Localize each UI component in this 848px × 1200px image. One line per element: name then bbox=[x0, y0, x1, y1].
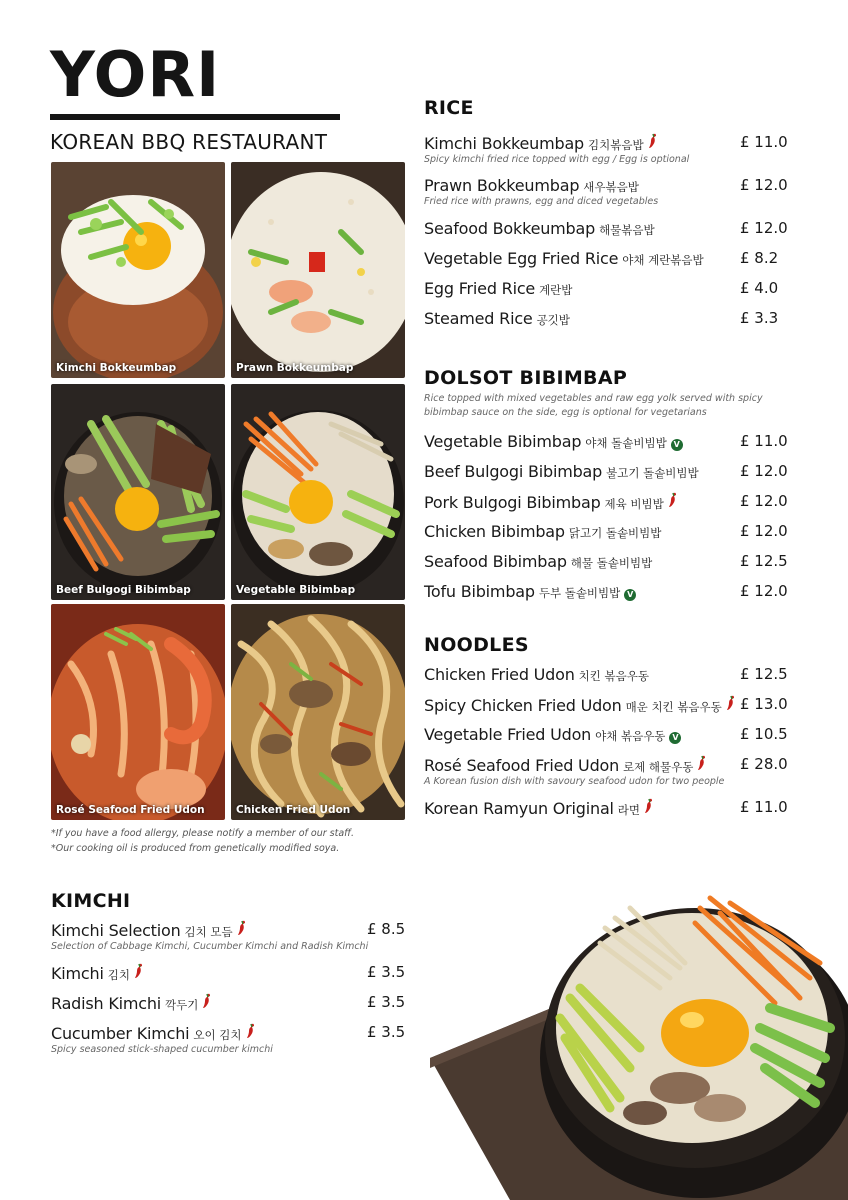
menu-item-korean-name: 공깃밥 bbox=[536, 313, 570, 327]
menu-item-price: £ 13.0 bbox=[740, 695, 788, 713]
menu-item-korean-name: 김치 모듬 bbox=[184, 925, 233, 939]
rose-seafood-fried-udon-image bbox=[51, 604, 225, 820]
menu-item-line bbox=[51, 920, 421, 940]
section-title: DOLSOT BIBIMBAP bbox=[424, 367, 628, 389]
menu-item-korean-name: 매운 치킨 볶음우동 bbox=[625, 700, 722, 714]
bibimbap-bowl-image bbox=[430, 868, 848, 1200]
menu-item-korean-name: 김치 bbox=[107, 968, 130, 982]
photo-caption: Prawn Bokkeumbap bbox=[236, 362, 354, 374]
menu-item-description: Selection of Cabbage Kimchi, Cucumber Kimchi and Radish Kimchi bbox=[51, 941, 369, 952]
menu-item bbox=[424, 755, 794, 787]
menu-item bbox=[424, 582, 794, 601]
restaurant-name: YORI bbox=[50, 38, 221, 111]
title-underline bbox=[50, 114, 340, 120]
menu-item-description: Spicy seasoned stick-shaped cucumber kimchi bbox=[51, 1044, 273, 1055]
menu-item-name: Pork Bulgogi Bibimbap bbox=[424, 493, 601, 512]
soya-note: *Our cooking oil is produced from genetically modified soya. bbox=[51, 843, 340, 854]
chili-pepper-icon bbox=[668, 492, 677, 508]
menu-item-price: £ 10.5 bbox=[740, 725, 788, 743]
menu-item-description: A Korean fusion dish with savoury seafood udon for two people bbox=[424, 776, 725, 787]
menu-item-price: £ 12.0 bbox=[740, 462, 788, 480]
menu-item bbox=[51, 993, 421, 1013]
rice-section bbox=[424, 97, 794, 328]
dolsot-bibimbap-section bbox=[424, 367, 794, 601]
menu-item-price: £ 3.5 bbox=[367, 1023, 406, 1041]
menu-item-line bbox=[424, 219, 794, 238]
menu-item-name: Tofu Bibimbap bbox=[424, 582, 535, 601]
menu-item-korean-name: 두부 돌솥비빔밥 bbox=[538, 586, 621, 600]
menu-item-line bbox=[51, 993, 421, 1013]
menu-item-line bbox=[424, 309, 794, 328]
chili-pepper-icon bbox=[644, 798, 653, 814]
chili-pepper-icon bbox=[648, 133, 657, 149]
menu-item-name: Vegetable Bibimbap bbox=[424, 432, 582, 451]
menu-item-name: Kimchi bbox=[51, 964, 104, 983]
menu-item bbox=[424, 492, 794, 512]
menu-item-korean-name: 치킨 볶음우동 bbox=[578, 669, 649, 683]
menu-item-price: £ 3.5 bbox=[367, 993, 406, 1011]
menu-item-korean-name: 해물볶음밥 bbox=[599, 223, 655, 237]
menu-item-line bbox=[424, 725, 794, 744]
photo-caption: Rosé Seafood Fried Udon bbox=[56, 804, 205, 816]
vegetable-bibimbap-image bbox=[231, 384, 405, 600]
menu-item bbox=[424, 522, 794, 541]
photo-rose-seafood-fried-udon bbox=[51, 604, 225, 820]
bibimbap-bowl-photo bbox=[430, 868, 848, 1200]
brand-header bbox=[50, 40, 340, 154]
menu-item-korean-name: 계란밥 bbox=[539, 283, 573, 297]
photo-kimchi-bokkeumbap bbox=[51, 162, 225, 378]
menu-item-korean-name: 새우볶음밥 bbox=[583, 180, 639, 194]
photo-beef-bulgogi-bibimbap bbox=[51, 384, 225, 600]
chili-pepper-icon bbox=[237, 920, 246, 936]
menu-item-description: Fried rice with prawns, egg and diced vegetables bbox=[424, 196, 659, 207]
photo-caption: Beef Bulgogi Bibimbap bbox=[56, 584, 191, 596]
menu-item bbox=[424, 309, 794, 328]
menu-item-line bbox=[424, 249, 794, 268]
menu-item-korean-name: 해물 돌솥비빔밥 bbox=[570, 556, 653, 570]
section-description: Rice topped with mixed vegetables and raw egg yolk served with spicy bibimbap sauce on the side, egg is optional for vegetarians bbox=[424, 393, 763, 418]
menu-item bbox=[424, 219, 794, 238]
photo-caption: Kimchi Bokkeumbap bbox=[56, 362, 177, 374]
menu-item bbox=[424, 249, 794, 268]
menu-item-name: Prawn Bokkeumbap bbox=[424, 176, 580, 195]
menu-item-line bbox=[424, 133, 794, 153]
chili-pepper-icon bbox=[134, 963, 143, 979]
kimchi-section bbox=[51, 890, 411, 1055]
menu-item-name: Cucumber Kimchi bbox=[51, 1024, 190, 1043]
menu-item-line bbox=[424, 582, 794, 601]
menu-item-line bbox=[424, 798, 794, 818]
menu-item-line bbox=[424, 432, 794, 451]
menu-item-price: £ 12.0 bbox=[740, 582, 788, 600]
menu-item bbox=[51, 963, 421, 983]
menu-item-line bbox=[424, 522, 794, 541]
section-title: NOODLES bbox=[424, 634, 529, 656]
menu-item-korean-name: 야채 계란볶음밥 bbox=[622, 253, 704, 267]
menu-item-korean-name: 깍두기 bbox=[165, 998, 199, 1012]
menu-item-line bbox=[424, 552, 794, 571]
menu-item-price: £ 12.0 bbox=[740, 176, 788, 194]
menu-item-price: £ 8.2 bbox=[740, 249, 779, 267]
vegetarian-v-icon: V bbox=[671, 439, 683, 451]
menu-item-name: Korean Ramyun Original bbox=[424, 799, 614, 818]
chili-pepper-icon bbox=[726, 695, 735, 711]
photo-vegetable-bibimbap bbox=[231, 384, 405, 600]
menu-item-price: £ 12.0 bbox=[740, 219, 788, 237]
menu-item-korean-name: 야채 볶음우동 bbox=[595, 729, 666, 743]
menu-item bbox=[424, 552, 794, 571]
photo-caption: Chicken Fried Udon bbox=[236, 804, 351, 816]
menu-item-line bbox=[424, 462, 794, 481]
menu-item bbox=[424, 462, 794, 481]
menu-item-name: Vegetable Fried Udon bbox=[424, 725, 592, 744]
menu-item-price: £ 8.5 bbox=[367, 920, 406, 938]
beef-bulgogi-bibimbap-image bbox=[51, 384, 225, 600]
menu-item bbox=[424, 665, 794, 684]
chili-pepper-icon bbox=[202, 993, 211, 1009]
menu-item bbox=[424, 725, 794, 744]
menu-item-line bbox=[424, 492, 794, 512]
menu-item-name: Seafood Bokkeumbap bbox=[424, 219, 596, 238]
menu-item-line bbox=[424, 176, 794, 195]
menu-item-name: Vegetable Egg Fried Rice bbox=[424, 249, 619, 268]
menu-item-name: Radish Kimchi bbox=[51, 994, 162, 1013]
menu-item bbox=[424, 432, 794, 451]
menu-item-price: £ 12.0 bbox=[740, 492, 788, 510]
menu-item-price: £ 12.5 bbox=[740, 552, 788, 570]
photo-chicken-fried-udon bbox=[231, 604, 405, 820]
menu-item-name: Beef Bulgogi Bibimbap bbox=[424, 462, 603, 481]
allergy-note: *If you have a food allergy, please notify a member of our staff. bbox=[51, 828, 355, 839]
kimchi-bokkeumbap-image bbox=[51, 162, 225, 378]
menu-item-line bbox=[51, 1023, 421, 1043]
menu-item-line bbox=[51, 963, 421, 983]
menu-item-price: £ 3.3 bbox=[740, 309, 779, 327]
menu-item-price: £ 3.5 bbox=[367, 963, 406, 981]
menu-item-price: £ 11.0 bbox=[740, 798, 788, 816]
allergy-notes bbox=[51, 826, 354, 856]
chili-pepper-icon bbox=[246, 1023, 255, 1039]
menu-item-name: Steamed Rice bbox=[424, 309, 533, 328]
menu-item bbox=[424, 798, 794, 818]
menu-item bbox=[424, 279, 794, 298]
menu-item bbox=[51, 920, 421, 952]
menu-item-name: Spicy Chicken Fried Udon bbox=[424, 696, 622, 715]
menu-item-price: £ 11.0 bbox=[740, 432, 788, 450]
menu-item-line bbox=[424, 279, 794, 298]
menu-item-name: Kimchi Bokkeumbap bbox=[424, 134, 585, 153]
menu-item-korean-name: 야채 돌솥비빔밥 bbox=[585, 436, 667, 450]
section-title: KIMCHI bbox=[51, 890, 131, 912]
menu-item-korean-name: 불고기 돌솥비빔밥 bbox=[606, 466, 699, 480]
restaurant-subtitle: KOREAN BBQ RESTAURANT bbox=[50, 130, 328, 154]
prawn-bokkeumbap-image bbox=[231, 162, 405, 378]
photo-caption: Vegetable Bibimbap bbox=[236, 584, 356, 596]
menu-item-price: £ 11.0 bbox=[740, 133, 788, 151]
menu-item bbox=[424, 176, 794, 207]
menu-item-korean-name: 제육 비빔밥 bbox=[604, 497, 664, 511]
menu-item-name: Seafood Bibimbap bbox=[424, 552, 567, 571]
menu-item-korean-name: 로제 해물우동 bbox=[623, 760, 694, 774]
menu-item-name: Kimchi Selection bbox=[51, 921, 181, 940]
menu-item-name: Egg Fried Rice bbox=[424, 279, 536, 298]
menu-item-korean-name: 닭고기 돌솥비빔밥 bbox=[568, 526, 662, 540]
menu-item-price: £ 12.0 bbox=[740, 522, 788, 540]
menu-item-line bbox=[424, 755, 794, 775]
menu-item-name: Rosé Seafood Fried Udon bbox=[424, 756, 620, 775]
menu-item-description: Spicy kimchi fried rice topped with egg / Egg is optional bbox=[424, 154, 690, 165]
chili-pepper-icon bbox=[697, 755, 706, 771]
menu-item bbox=[51, 1023, 421, 1055]
menu-item bbox=[424, 695, 794, 715]
menu-item-line bbox=[424, 665, 794, 684]
chicken-fried-udon-image bbox=[231, 604, 405, 820]
vegetarian-v-icon: V bbox=[669, 732, 681, 744]
menu-item-name: Chicken Fried Udon bbox=[424, 665, 575, 684]
menu-item bbox=[424, 133, 794, 165]
photo-prawn-bokkeumbap bbox=[231, 162, 405, 378]
menu-item-korean-name: 김치볶음밥 bbox=[588, 138, 644, 152]
menu-item-name: Chicken Bibimbap bbox=[424, 522, 565, 541]
vegetarian-v-icon: V bbox=[624, 589, 636, 601]
noodles-section bbox=[424, 634, 794, 818]
section-title: RICE bbox=[424, 97, 474, 119]
menu-item-price: £ 28.0 bbox=[740, 755, 788, 773]
menu-item-korean-name: 오이 김치 bbox=[193, 1028, 242, 1042]
menu-item-line bbox=[424, 695, 794, 715]
menu-item-price: £ 4.0 bbox=[740, 279, 779, 297]
menu-item-korean-name: 라면 bbox=[617, 803, 641, 817]
menu-item-price: £ 12.5 bbox=[740, 665, 788, 683]
